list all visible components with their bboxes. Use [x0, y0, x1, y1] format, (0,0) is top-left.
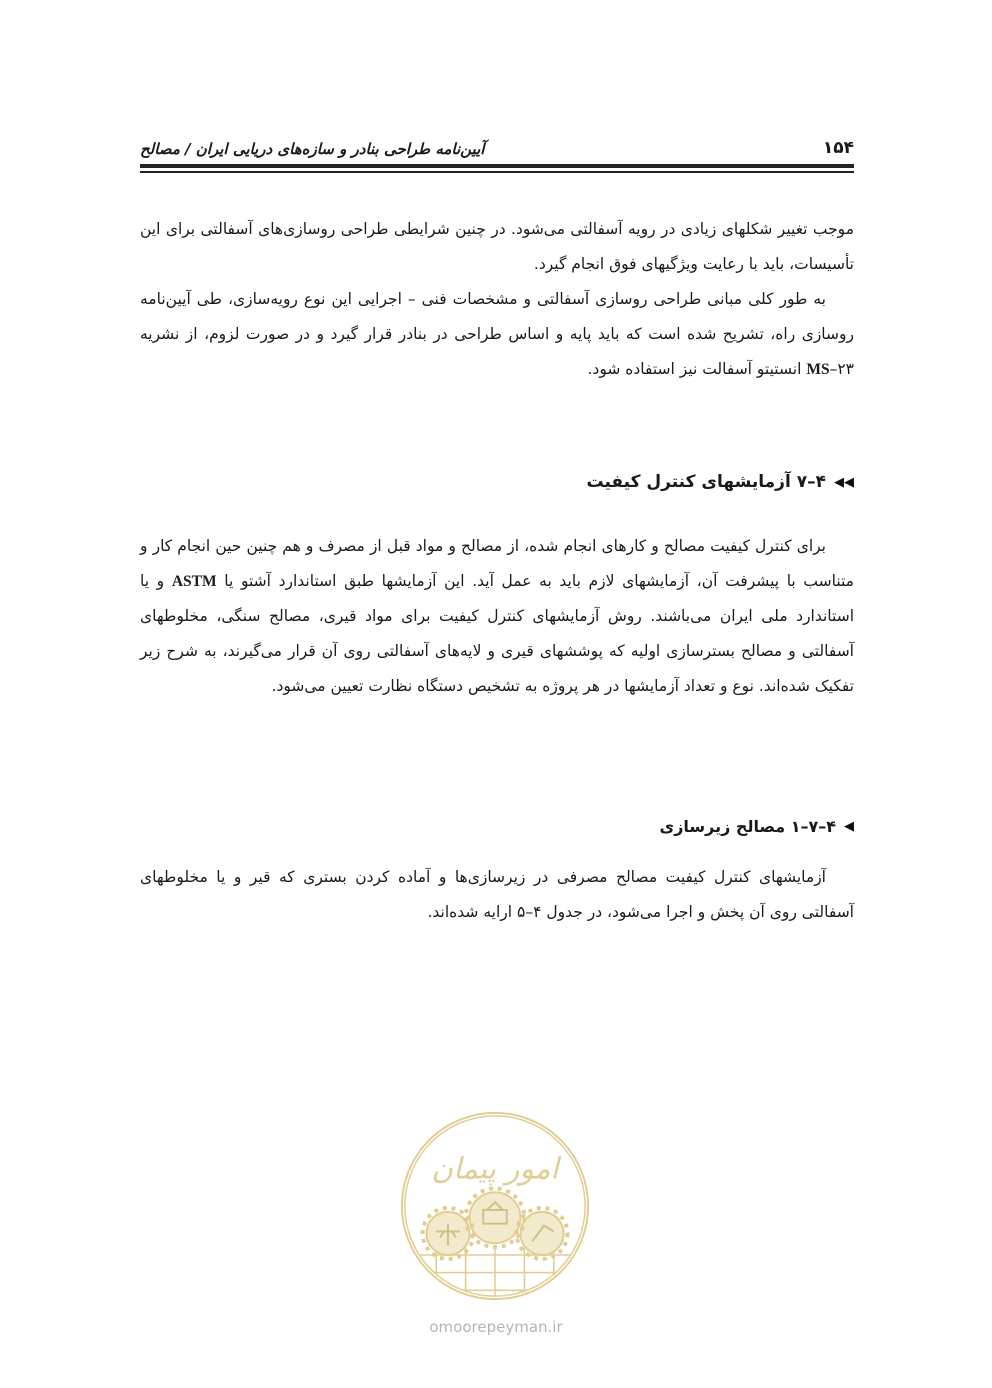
paragraph-block-3: [140, 860, 854, 930]
paragraph-2-text-b: انستیتو آسفالت نیز استفاده شود.: [587, 360, 807, 378]
paragraph-block-2: [140, 529, 854, 704]
paragraph-block-1: [140, 212, 854, 387]
paragraph-3-text-a: برای کنترل کیفیت مصالح و کارهای انجام شده، از مصالح و مواد قبل از مصرف و هم چنین حین انجام کار و متناسب با پیشرفت آن، آزمایشهای لازم باید به عمل آید. این آزمایشها طبق استاندارد آشتو یا: [140, 537, 854, 590]
header-rule-thick: [140, 164, 854, 168]
watermark-logo-text: امور پیمان: [431, 1151, 559, 1186]
section-heading: [140, 472, 854, 492]
section-title: ۴–۷ آزمایشهای کنترل کیفیت: [586, 472, 826, 492]
running-header: [140, 128, 854, 158]
watermark-url: omoorepeyman.ir: [429, 1318, 563, 1336]
subsection-title: ۴–۷–۱ مصالح زیرسازی: [659, 817, 836, 836]
paragraph-3-latin: ASTM: [171, 573, 217, 590]
running-title: آیین‌نامه طراحی بنادر و سازه‌های دریایی ایران / مصالح: [140, 140, 485, 158]
page-number: ۱۵۴: [822, 138, 854, 158]
paragraph-3: [140, 529, 854, 704]
section-marker-icon: ◀◀: [834, 474, 854, 490]
paragraph-3-text-b: و یا استاندارد ملی ایران می‌باشند. روش آزمایشهای کنترل کیفیت برای مواد قیری، مصالح سنگی، مخلوطهای آسفالتی و مصالح بسترسازی اولیه که پوششهای قیری و لایه‌های آسفالتی روی آن قرار می‌گیرند، به شرح زیر تفکیک شده‌اند. نوع و تعداد آزمایشها در هر پروژه به تشخیص دستگاه نظارت تعیین می‌شود.: [140, 572, 854, 695]
paragraph-2-text-a: به طور کلی مبانی طراحی روسازی آسفالتی و مشخصات فنی – اجرایی این نوع رویه‌سازی، طی آیین‌نامه روسازی راه، تشریح شده است که باید پایه و اساس طراحی در بنادر قرار گیرد و در صورت لزوم، از نشریه ۲۳–: [140, 290, 854, 378]
paragraph-2-latin: MS: [806, 361, 830, 378]
subsection-marker-icon: ◀: [844, 819, 854, 834]
watermark-logo-icon: [397, 1108, 593, 1304]
paragraph-4: آزمایشهای کنترل کیفیت مصالح مصرفی در زیرسازی‌ها و آماده کردن بستری که قیر و یا مخلوطهای آسفالتی روی آن پخش و اجرا می‌شود، در جدول ۴–۵ ارایه شده‌اند.: [140, 868, 854, 921]
subsection-heading: [140, 817, 854, 836]
paragraph-1: موجب تغییر شکلهای زیادی در رویه آسفالتی می‌شود. در چنین شرایطی طراحی روسازی‌های آسفالتی برای این تأسیسات، باید با رعایت ویژگیهای فوق انجام گیرد.: [140, 220, 854, 273]
paragraph-2: [140, 282, 854, 387]
header-rule-thin: [140, 171, 854, 173]
